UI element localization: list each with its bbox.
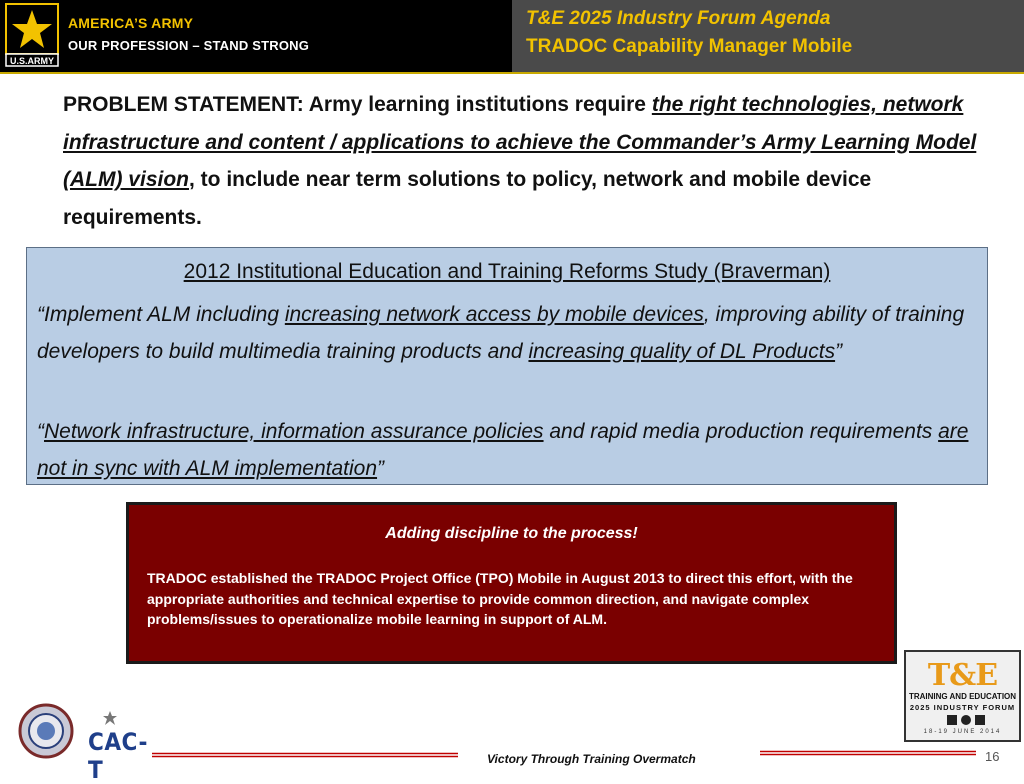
- problem-emphasis: the right technologies, network infrastructure and content / applications to achieve the Commander’s Army Learning Model (ALM) vision: [63, 93, 977, 191]
- agenda-subtitle: TRADOC Capability Manager Mobile: [526, 36, 853, 57]
- forum-badge-date: 18-19 JUNE 2014: [923, 729, 1002, 735]
- cac-t-logo: [82, 710, 152, 784]
- study-quote-1: [37, 296, 982, 370]
- quote-1-part: “Implement ALM including: [37, 303, 285, 326]
- quote-2-part: ”: [377, 457, 385, 480]
- forum-badge-line1: TRAINING AND EDUCATION: [908, 692, 1017, 701]
- quote-1-underline: increasing network access by mobile devices: [284, 303, 704, 326]
- quote-2-part: “: [37, 420, 44, 443]
- quote-1-part: ”: [835, 340, 843, 363]
- problem-tail: , to include near term solutions to policy, network and mobile device requirements.: [63, 168, 872, 229]
- us-army-star-logo: [4, 2, 60, 68]
- cac-t-star-icon: [102, 710, 118, 726]
- forum-badge-line2: 2025 INDUSTRY FORUM: [909, 703, 1016, 712]
- study-box: [26, 247, 988, 485]
- footer-rule-right: [760, 750, 976, 756]
- problem-lead: PROBLEM STATEMENT: Army learning institutions require: [63, 93, 652, 116]
- us-army-logo-label: U.S.ARMY: [9, 56, 55, 66]
- brand-title: AMERICA’S ARMY: [68, 15, 194, 31]
- discipline-body: TRADOC established the TRADOC Project Office (TPO) Mobile in August 2013 to direct this effort, with the appropriate authorities and technical expertise to provide common direction, and navigate complex problems/issues to operationalize mobile learning in support of ALM.: [147, 570, 853, 627]
- combined-arms-center-seal-icon: [18, 703, 74, 759]
- discipline-heading: Adding discipline to the process!: [385, 525, 638, 542]
- footer-motto: Victory Through Training Overmatch: [487, 752, 696, 766]
- quote-2-underline: are not in sync with ALM implementation: [37, 420, 969, 480]
- quote-1-part: , improving ability of training developers to build multimedia training products and: [37, 303, 965, 363]
- cac-t-label: CAC-T: [88, 728, 148, 784]
- problem-statement: [63, 86, 983, 236]
- forum-emblems-icon: [946, 714, 986, 726]
- study-quote-2: [37, 413, 982, 487]
- forum-badge: [904, 650, 1021, 742]
- footer-rule-left: [152, 752, 458, 758]
- brand-subtitle: OUR PROFESSION – STAND STRONG: [68, 38, 310, 53]
- quote-1-underline: increasing quality of DL Products: [528, 340, 836, 363]
- agenda-title: T&E 2025 Industry Forum Agenda: [526, 8, 831, 29]
- page-number: 16: [985, 749, 1000, 764]
- forum-te-mark: T&E: [927, 658, 998, 693]
- study-title: 2012 Institutional Education and Training Reforms Study (Braverman): [183, 260, 831, 283]
- quote-2-part: and rapid media production requirements: [543, 420, 939, 443]
- header-divider: [0, 72, 1024, 74]
- discipline-box: [126, 502, 897, 664]
- quote-2-underline: Network infrastructure, information assurance policies: [44, 420, 544, 443]
